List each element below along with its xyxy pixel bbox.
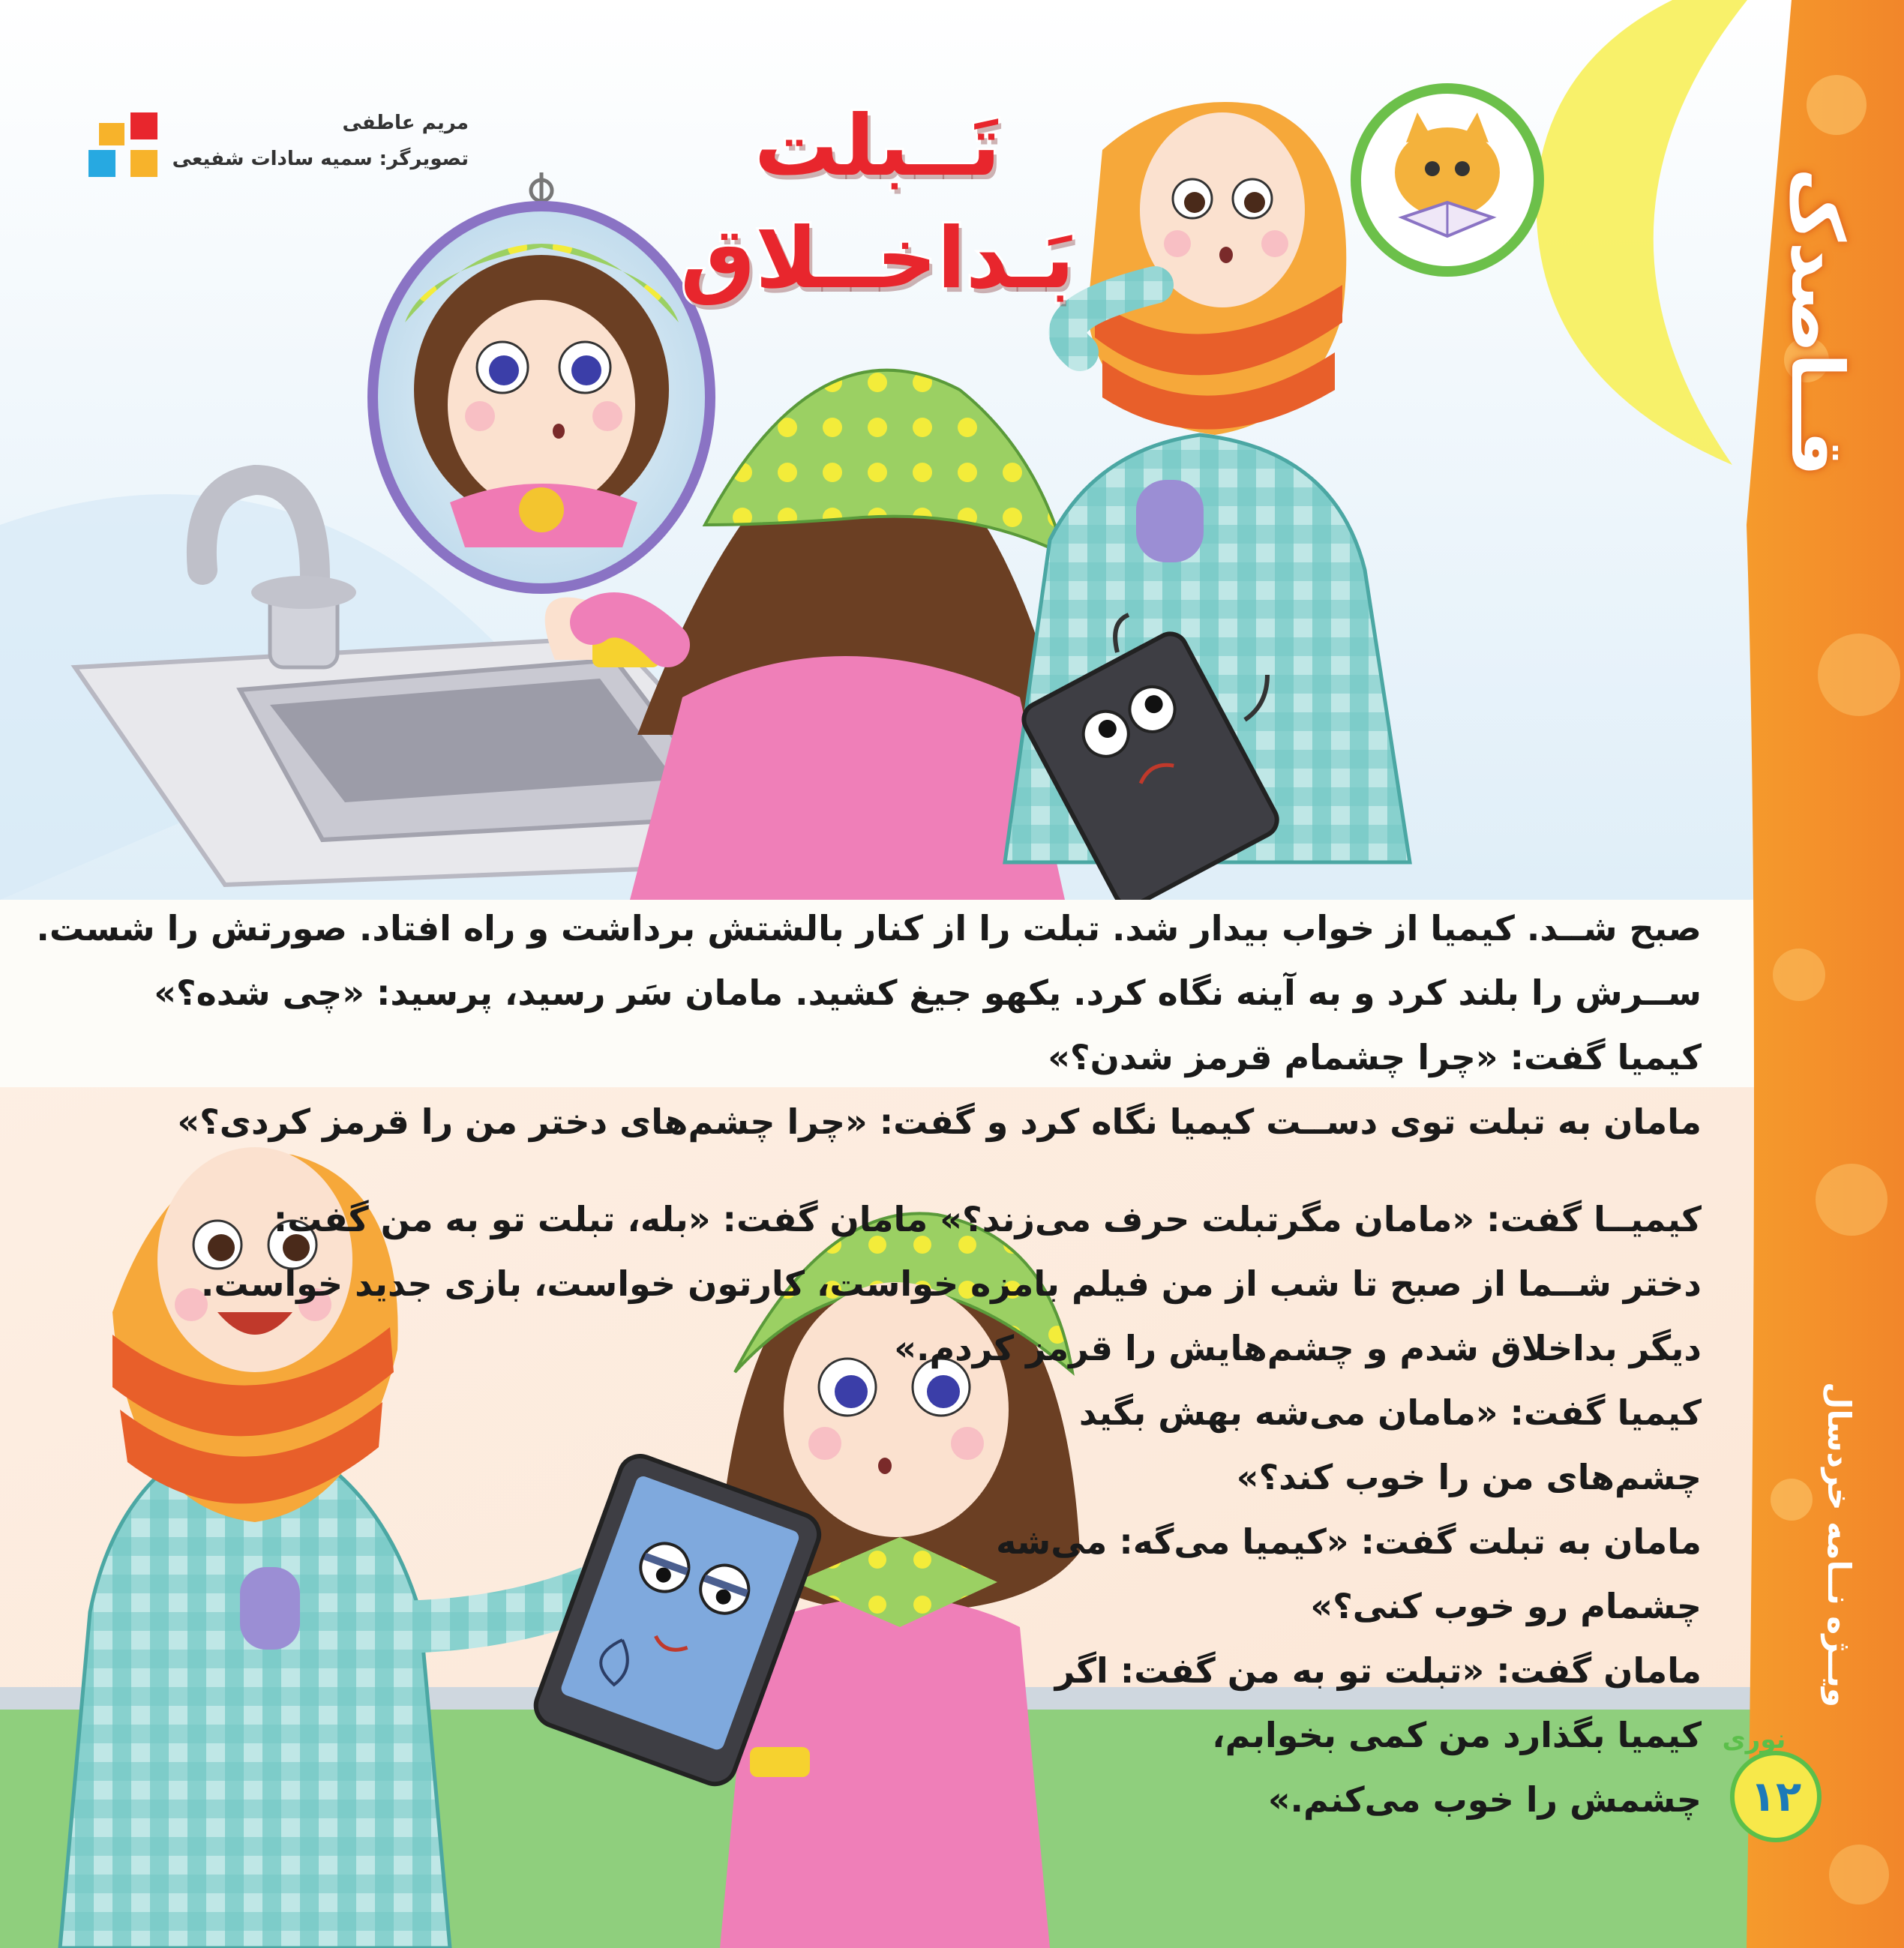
story-paragraph-2 [200, 1187, 1702, 1832]
story-line: دختر شــما از صبح تا شب از من فیلم بامزه خواست، کارتون خواست، بازی جدید خواست. [200, 1263, 1702, 1304]
story-line: مامان به تبلت توی دســت کیمیا نگاه کرد و گفت: «چرا چشم‌های دختر من را قرمز کردی؟» [177, 1101, 1702, 1142]
author-name: مریم عاطفی [342, 112, 469, 134]
story-line: دیگر بداخلاق شدم و چشم‌هایش را قرمز کردم.» [894, 1328, 1702, 1368]
story-line: کیمیــا گفت: «مامان مگرتبلت حرف می‌زند؟» مامان گفت: «بله، تبلت تو به من گفت: [273, 1199, 1702, 1239]
illustrator-name: تصویرگر: سمیه سادات شفیعی [172, 148, 469, 170]
story-line: مامان گفت: «تبلت تو به من گفت: اگر [1054, 1650, 1702, 1691]
magazine-label: ویــژه نــامه خردسال [1821, 1382, 1858, 1707]
story-line: کیمیا بگذارد من کمی بخوابم، [1212, 1715, 1702, 1755]
brand-mark: نوری [1722, 1725, 1786, 1755]
story-line: کیمیا گفت: «مامان می‌شه بهش بگید [1078, 1392, 1702, 1433]
section-title: قــاصدک [1775, 168, 1859, 477]
credits [169, 105, 469, 187]
logo-squares-icon [88, 112, 160, 180]
story-line: چشمام رو خوب کنی؟» [1310, 1586, 1702, 1626]
story-line: چشمش را خوب می‌کنم.» [1267, 1779, 1702, 1820]
story-line: مامان به تبلت گفت: «کیمیا می‌گه: می‌شه [996, 1521, 1702, 1562]
story-paragraph-1 [36, 896, 1702, 1154]
story-line: صبح شــد. کیمیا از خواب بیدار شد. تبلت را از کنار بالشتش برداشت و راه افتاد. صورتش را شست. [36, 908, 1702, 949]
story-line: چشم‌های من را خوب کند؟» [1236, 1457, 1702, 1497]
story-line: ســرش را بلند کرد و به آینه نگاه کرد. یکهو جیغ کشید. مامان سَر رسید، پرسید: «چی شده؟» [154, 973, 1702, 1013]
story-title: تَــبلت بَـداخــلاق [680, 97, 1075, 307]
story-line: کیمیا گفت: «چرا چشمام قرمز شدن؟» [1048, 1037, 1702, 1077]
cat-reading-badge [1350, 82, 1545, 277]
page-number: ۱۲ [1730, 1751, 1822, 1842]
